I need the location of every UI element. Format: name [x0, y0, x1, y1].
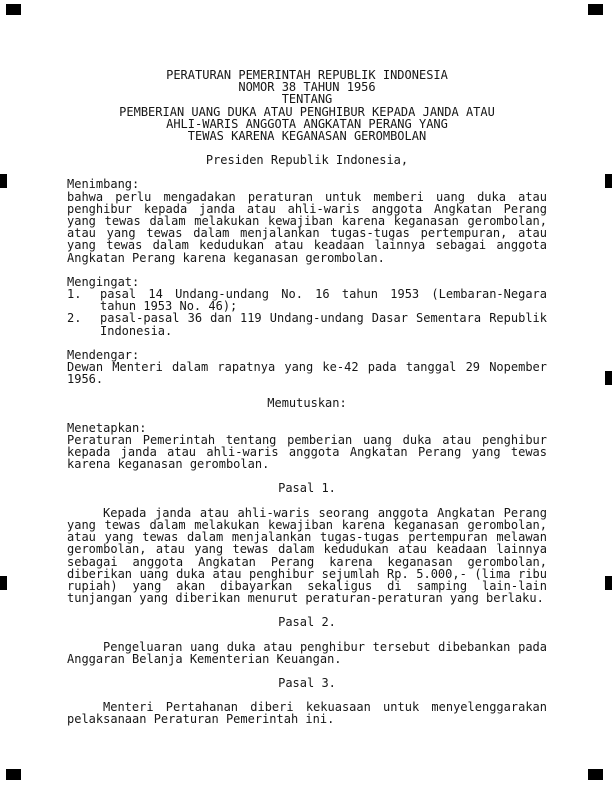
pasal-1-body	[67, 507, 547, 605]
menimbang-section	[67, 178, 547, 263]
text-line: Menteri Pertahanan diberi kekuasaan untuk menyelenggarakan	[103, 700, 547, 715]
text-line: tahun 1953 No. 46);	[100, 299, 238, 314]
mendengar-label: Mendengar:	[67, 347, 140, 362]
salutation-line: Presiden Republik Indonesia,	[205, 153, 409, 168]
text-line: Peraturan Pemerintah tentang pemberian uang duka atau penghibur	[67, 432, 547, 447]
text-line: atau yang tewas dalam menjalankan tugas-tugas pertempuran melawan	[67, 530, 547, 545]
mengingat-label: Mengingat:	[67, 274, 140, 289]
pasal-heading: Pasal 3.	[278, 675, 336, 690]
memutuskan-heading	[67, 397, 547, 409]
list-marker: 2.	[67, 311, 82, 326]
title-block	[67, 69, 547, 142]
text-line: kepada janda atau ahli-waris anggota Angkatan Perang yang tewas	[67, 445, 547, 460]
text-line: karena keganasan gerombolan.	[67, 457, 270, 472]
pasal-3-body	[67, 701, 547, 725]
text-line: yang tewas dalam kedudukan atau keadaan lainnya sebagai anggota	[67, 238, 547, 253]
scan-artifact-mark	[0, 174, 7, 188]
text-line: Dewan Menteri dalam rapatnya yang ke-42 pada tanggal 29 Nopember	[67, 360, 547, 375]
scan-artifact-mark	[605, 576, 612, 590]
scan-artifact-mark	[605, 174, 612, 188]
text-line: diberikan uang duka atau penghibur sejumlah Rp. 5.000,- (lima ribu	[67, 566, 547, 581]
text-line: Angkatan Perang karena keganasan gerombolan.	[67, 250, 385, 265]
list-marker: 1.	[67, 287, 82, 302]
text-line: yang tewas dalam melakukan kewajiban karena keganasan gerombolan,	[67, 214, 547, 229]
text-line: gerombolan, atau yang tewas dalam kedudukan atau keadaan lainnya	[67, 542, 547, 557]
pasal-2-body	[67, 641, 547, 665]
text-line: yang tewas dalam melakukan kewajiban karena keganasan gerombolan,	[67, 517, 547, 532]
text-line: atau yang tewas dalam menjalankan tugas-tugas pertempuran, atau	[67, 226, 547, 241]
menetapkan-label: Menetapkan:	[67, 420, 147, 435]
text-line: pelaksanaan Peraturan Pemerintah ini.	[67, 712, 335, 727]
list-item-text: pasal-pasal 36 dan 119 Undang-undang Dasar Sementara Republik	[100, 311, 547, 326]
doc-tentang-line: TENTANG	[281, 92, 333, 107]
mengingat-section	[67, 276, 547, 337]
scan-artifact-mark	[588, 4, 603, 15]
doc-subject-line: AHLI-WARIS ANGGOTA ANGKATAN PERANG YANG	[166, 116, 448, 131]
pasal-1-heading	[67, 482, 547, 494]
text-line	[67, 312, 547, 324]
text-line: rupiah) yang akan dibayarkan sekaligus di samping lain-lain	[67, 578, 547, 593]
pasal-heading: Pasal 2.	[278, 615, 336, 630]
pasal-heading: Pasal 1.	[278, 481, 336, 496]
scan-artifact-mark	[6, 769, 21, 780]
pasal-3-heading	[67, 677, 547, 689]
doc-subject-line: PEMBERIAN UANG DUKA ATAU PENGHIBUR KEPADA JANDA ATAU	[119, 104, 495, 119]
text-line: sebagai anggota Angkatan Perang karena keganasan gerombolan,	[67, 554, 547, 569]
scan-artifact-mark	[0, 576, 7, 590]
doc-title-line: PERATURAN PEMERINTAH REPUBLIK INDONESIA	[166, 68, 448, 82]
scan-artifact-mark	[605, 371, 612, 385]
text-line: bahwa perlu mengadakan peraturan untuk memberi uang duka atau	[67, 189, 547, 204]
doc-subject-line: TEWAS KARENA KEGANASAN GEROMBOLAN	[187, 129, 427, 144]
text-line: tunjangan yang diberikan menurut peraturan-peraturan yang berlaku.	[67, 591, 544, 606]
text-line: 1956.	[67, 372, 104, 387]
menimbang-label: Menimbang:	[67, 177, 140, 192]
text-line: Anggaran Belanja Kementerian Keuangan.	[67, 651, 342, 666]
text-line: Pengeluaran uang duka atau penghibur tersebut dibebankan pada	[103, 639, 547, 654]
mendengar-section	[67, 349, 547, 386]
scan-artifact-mark	[588, 769, 603, 780]
text-line: Kepada janda atau ahli-waris seorang anggota Angkatan Perang	[103, 505, 547, 520]
salutation	[67, 154, 547, 166]
memutuskan-label: Memutuskan:	[267, 396, 347, 411]
text-line: penghibur kepada janda atau ahli-waris anggota Angkatan Perang	[67, 201, 547, 216]
pasal-2-heading	[67, 616, 547, 628]
doc-number-line: NOMOR 38 TAHUN 1956	[238, 80, 376, 95]
menetapkan-section	[67, 422, 547, 471]
scan-artifact-mark	[6, 4, 21, 15]
list-item-text: pasal 14 Undang-undang No. 16 tahun 1953 (Lembaran-Negara	[100, 287, 547, 302]
text-line: Indonesia.	[100, 323, 173, 338]
document-body	[67, 69, 547, 726]
